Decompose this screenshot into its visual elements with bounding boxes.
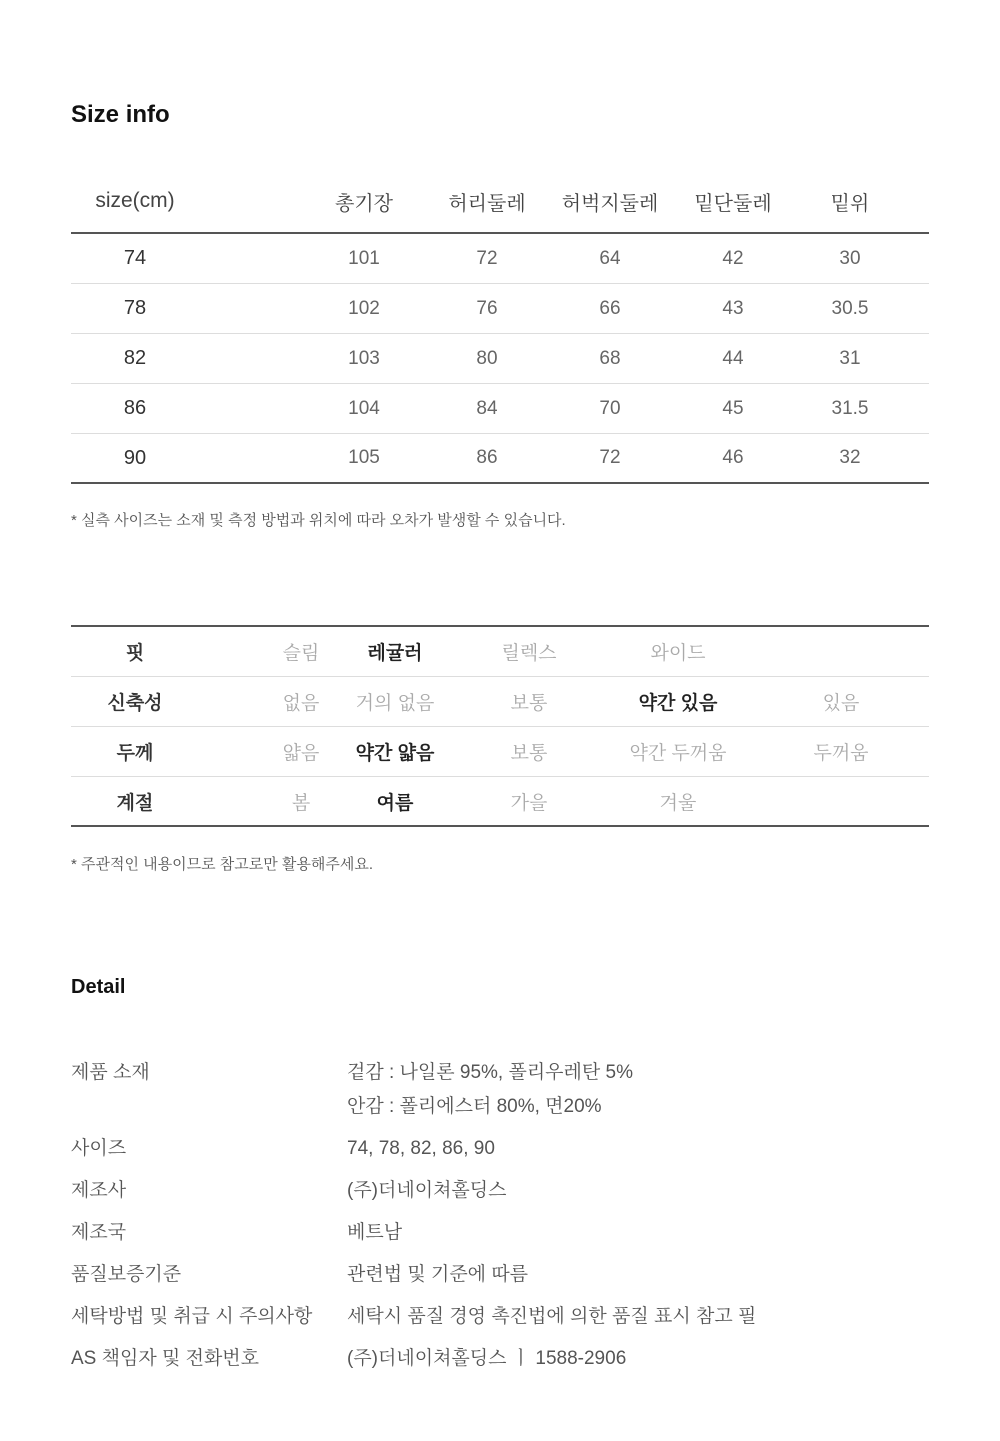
table-cell: 43: [722, 297, 744, 319]
table-cell: 101: [348, 247, 380, 269]
fit-option: 두꺼움: [813, 743, 869, 764]
detail-label: 제조국: [71, 1222, 127, 1243]
table-row: [71, 434, 929, 484]
fit-label: 계절: [116, 792, 154, 814]
fit-option: 봄: [291, 792, 311, 814]
fit-option: 여름: [376, 792, 414, 814]
fit-option: 보통: [510, 693, 548, 714]
table-cell: 105: [348, 447, 380, 468]
header-total-length: 총기장: [335, 192, 393, 215]
fit-option: 와이드: [650, 643, 706, 664]
detail-title: Detail: [71, 976, 126, 998]
table-cell: 46: [722, 447, 744, 468]
fit-option: 가을: [510, 792, 548, 814]
table-cell: 30.5: [831, 297, 869, 319]
fit-label: 신축성: [107, 693, 163, 714]
fit-row-stretch: [71, 677, 929, 727]
detail-value: 안감 : 폴리에스터 80%, 면20%: [347, 1096, 602, 1117]
header-rise: 밑위: [830, 192, 870, 215]
table-row: [71, 284, 929, 334]
fit-option: 있음: [822, 693, 860, 714]
detail-row-as: [71, 1344, 931, 1378]
fit-option: 약간 얇음: [355, 743, 435, 764]
detail-row-manufacturer: [71, 1176, 931, 1210]
table-row: [71, 234, 929, 284]
header-thigh: 허벅지둘레: [561, 192, 659, 215]
detail-list: [71, 1058, 931, 1378]
detail-label: 세탁방법 및 취급 시 주의사항: [71, 1306, 313, 1327]
fit-option: 보통: [510, 743, 548, 764]
fit-label: 핏: [125, 643, 145, 664]
table-cell: 80: [476, 347, 498, 369]
fit-row-fit: [71, 627, 929, 677]
table-cell: 72: [476, 247, 498, 269]
table-cell: 86: [476, 447, 498, 468]
detail-value: 관련법 및 기준에 따름: [347, 1264, 529, 1285]
fit-label: 두께: [116, 743, 154, 764]
table-cell: 31.5: [831, 397, 869, 419]
table-row: [71, 384, 929, 434]
size-cell: 82: [123, 347, 147, 369]
size-cell: 90: [123, 446, 147, 469]
detail-label: 사이즈: [71, 1138, 127, 1159]
fit-row-thickness: [71, 727, 929, 777]
fit-note: * 주관적인 내용이므로 참고로만 활용해주세요.: [71, 856, 373, 873]
detail-value: 세탁시 품질 경영 촉진법에 의한 품질 표시 참고 필: [347, 1306, 757, 1327]
detail-row-quality: [71, 1260, 931, 1294]
table-cell: 70: [599, 397, 621, 419]
fit-option: 릴렉스: [501, 643, 557, 664]
table-cell: 103: [348, 347, 380, 369]
table-cell: 76: [476, 297, 498, 319]
detail-row-material: [71, 1058, 931, 1126]
table-row: [71, 334, 929, 384]
fit-option: 레귤러: [367, 643, 423, 664]
table-cell: 45: [722, 397, 744, 419]
size-cell: 78: [123, 297, 147, 319]
detail-value: (주)더네이쳐홀딩스: [347, 1180, 507, 1201]
detail-label: 품질보증기준: [71, 1264, 182, 1285]
detail-value: 베트남: [347, 1222, 403, 1243]
detail-value: 겉감 : 나일론 95%, 폴리우레탄 5%: [347, 1062, 633, 1083]
table-cell: 44: [722, 347, 744, 369]
header-hem: 밑단둘레: [694, 192, 772, 215]
detail-value: (주)더네이쳐홀딩스 ㅣ 1588-2906: [347, 1348, 627, 1369]
detail-label: 제품 소재: [71, 1062, 150, 1083]
fit-table: [71, 625, 929, 827]
fit-option: 약간 두꺼움: [629, 743, 727, 764]
table-cell: 30: [839, 247, 861, 269]
size-note: * 실측 사이즈는 소재 및 측정 방법과 위치에 따라 오차가 발생할 수 있습니다.: [71, 512, 566, 529]
table-cell: 64: [599, 247, 621, 269]
fit-option: 얇음: [282, 743, 320, 764]
table-cell: 31: [839, 347, 861, 369]
size-table-header: [71, 170, 929, 234]
size-info-title: Size info: [71, 101, 170, 128]
detail-row-country: [71, 1218, 931, 1252]
size-cell: 86: [123, 397, 147, 419]
detail-row-care: [71, 1302, 931, 1336]
detail-label: AS 책임자 및 전화번호: [71, 1348, 260, 1369]
table-cell: 102: [348, 297, 380, 319]
table-cell: 32: [839, 447, 861, 468]
fit-option: 거의 없음: [355, 693, 435, 714]
fit-option: 슬림: [282, 643, 320, 664]
table-cell: 68: [599, 347, 621, 369]
table-cell: 84: [476, 397, 498, 419]
detail-value: 74, 78, 82, 86, 90: [347, 1138, 495, 1159]
table-cell: 104: [348, 397, 380, 419]
fit-option: 겨울: [659, 792, 697, 814]
table-cell: 72: [599, 447, 621, 468]
table-cell: 42: [722, 247, 744, 269]
fit-option: 없음: [282, 693, 320, 714]
size-cell: 74: [123, 247, 147, 269]
fit-option: 약간 있음: [638, 693, 718, 714]
detail-row-size: [71, 1134, 931, 1168]
size-table: [71, 170, 929, 484]
detail-label: 제조사: [71, 1180, 127, 1201]
fit-row-season: [71, 777, 929, 827]
header-size: size(cm): [95, 189, 175, 212]
header-waist: 허리둘레: [448, 192, 526, 215]
table-cell: 66: [599, 297, 621, 319]
